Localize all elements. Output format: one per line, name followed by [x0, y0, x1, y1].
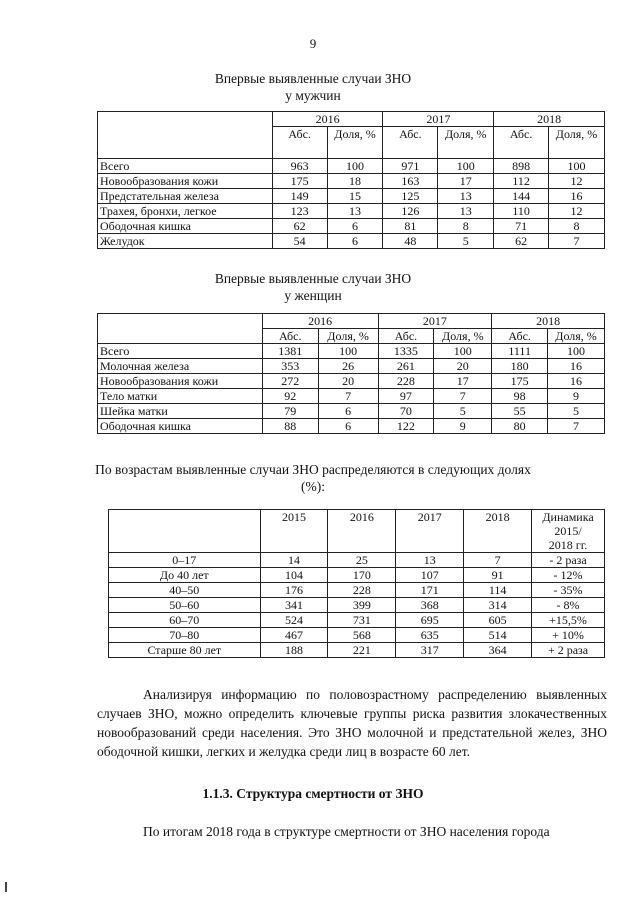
- row-label: 50–60: [109, 598, 261, 613]
- women-caption-line1: Впервые выявленные случаи ЗНО: [214, 271, 412, 286]
- year-header: 2015: [260, 510, 328, 553]
- table-row: [109, 628, 605, 643]
- table-cell: 228: [328, 583, 396, 598]
- table-cell: 126: [383, 204, 438, 219]
- table-cell: 341: [260, 598, 328, 613]
- row-label: 40–50: [109, 583, 261, 598]
- section-heading: 1.1.3. Структура смертности от ЗНО: [202, 786, 424, 801]
- dynamics-header-line: 2018 гг.: [548, 538, 588, 552]
- table-cell: 125: [383, 189, 438, 204]
- table-row: [98, 389, 605, 404]
- table-cell: 635: [396, 628, 464, 643]
- row-label: 0–17: [109, 553, 261, 568]
- table-cell: 12: [549, 174, 605, 189]
- table-row: [98, 219, 605, 234]
- table-row: [98, 419, 605, 434]
- table-cell: 9: [548, 389, 605, 404]
- table-cell: 55: [492, 404, 548, 419]
- table-cell: 54: [272, 234, 327, 249]
- table-cell: 100: [434, 344, 492, 359]
- table-cell: 18: [327, 174, 383, 189]
- women-caption-line2: у женщин: [284, 288, 342, 303]
- table-cell: 122: [378, 419, 434, 434]
- table-cell: 17: [438, 174, 494, 189]
- table-cell: + 2 раза: [532, 643, 605, 658]
- scan-artifact: [5, 882, 7, 892]
- table-cell: 9: [434, 419, 492, 434]
- table-cell: 107: [396, 568, 464, 583]
- row-label: До 40 лет: [109, 568, 261, 583]
- table-corner-cell: [98, 314, 263, 344]
- table-cell: 399: [328, 598, 396, 613]
- table-cell: 7: [549, 234, 605, 249]
- table-cell: 100: [549, 159, 605, 174]
- table-row: [98, 374, 605, 389]
- table-cell: 80: [492, 419, 548, 434]
- table-cell: 1335: [378, 344, 434, 359]
- table-row: [98, 174, 605, 189]
- table-cell: 16: [548, 374, 605, 389]
- table-cell: 12: [549, 204, 605, 219]
- abs-header: Абс.: [272, 127, 327, 159]
- row-label: Новообразования кожи: [98, 374, 263, 389]
- table-cell: 5: [548, 404, 605, 419]
- table-cell: 898: [494, 159, 549, 174]
- share-header: Доля, %: [434, 329, 492, 344]
- table-row: [109, 613, 605, 628]
- men-caption-line1: Впервые выявленные случаи ЗНО: [214, 71, 412, 86]
- table-cell: 6: [318, 419, 378, 434]
- table-row: [109, 598, 605, 613]
- table-cell: 13: [327, 204, 383, 219]
- table-cell: 100: [327, 159, 383, 174]
- table-cell: 15: [327, 189, 383, 204]
- table-cell: 114: [464, 583, 532, 598]
- table-cell: 228: [378, 374, 434, 389]
- table-cell: 16: [548, 359, 605, 374]
- table-cell: 79: [262, 404, 318, 419]
- table-cell: 1111: [492, 344, 548, 359]
- table-cell: 314: [464, 598, 532, 613]
- men-table-caption: [0, 70, 626, 104]
- table-cell: + 10%: [532, 628, 605, 643]
- table-cell: 71: [494, 219, 549, 234]
- table-cell: 62: [272, 219, 327, 234]
- table-cell: 176: [260, 583, 328, 598]
- year-header: 2018: [492, 314, 605, 329]
- table-cell: 8: [549, 219, 605, 234]
- year-header: 2016: [272, 112, 383, 127]
- table-cell: 92: [262, 389, 318, 404]
- table-cell: 7: [434, 389, 492, 404]
- table-cell: 971: [383, 159, 438, 174]
- men-cases-table: [97, 111, 605, 249]
- table-cell: 149: [272, 189, 327, 204]
- table-row: [98, 204, 605, 219]
- table-row: [98, 159, 605, 174]
- table-cell: 6: [327, 234, 383, 249]
- abs-header: Абс.: [383, 127, 438, 159]
- table-cell: 20: [434, 359, 492, 374]
- age-distribution-table: [108, 509, 605, 658]
- table-cell: 112: [494, 174, 549, 189]
- table-cell: 88: [262, 419, 318, 434]
- table-cell: 175: [272, 174, 327, 189]
- table-cell: 13: [396, 553, 464, 568]
- abs-header: Абс.: [494, 127, 549, 159]
- table-cell: 98: [492, 389, 548, 404]
- share-header: Доля, %: [318, 329, 378, 344]
- age-caption-line2: (%):: [301, 479, 325, 494]
- table-cell: 6: [318, 404, 378, 419]
- table-row: [98, 404, 605, 419]
- row-label: Трахея, бронхи, легкое: [98, 204, 273, 219]
- table-cell: 364: [464, 643, 532, 658]
- table-cell: 7: [464, 553, 532, 568]
- table-row: [98, 344, 605, 359]
- table-corner-cell: [98, 112, 273, 159]
- table-cell: - 8%: [532, 598, 605, 613]
- year-header: 2018: [464, 510, 532, 553]
- table-cell: 62: [494, 234, 549, 249]
- table-row: [98, 189, 605, 204]
- abs-header: Абс.: [492, 329, 548, 344]
- table-cell: +15,5%: [532, 613, 605, 628]
- abs-header: Абс.: [378, 329, 434, 344]
- table-cell: 97: [378, 389, 434, 404]
- table-cell: 144: [494, 189, 549, 204]
- row-label: Желудок: [98, 234, 273, 249]
- table-cell: 7: [318, 389, 378, 404]
- row-label: Молочная железа: [98, 359, 263, 374]
- analysis-paragraph: Анализируя информацию по половозрастному распределению выявленных случаев ЗНО, можно определить ключевые группы риска развития злокачественных новообразований среди населения. Это ЗНО молочной и предстательной желез, ЗНО ободочной кишки, легких и желудка среди лиц в возрасте 60 лет.: [97, 687, 607, 759]
- table-cell: 100: [438, 159, 494, 174]
- age-caption-line1: По возрастам выявленные случаи ЗНО распределяются в следующих долях: [95, 462, 531, 477]
- table-cell: 368: [396, 598, 464, 613]
- share-header: Доля, %: [327, 127, 383, 159]
- table-cell: 14: [260, 553, 328, 568]
- row-label: Всего: [98, 159, 273, 174]
- table-cell: 695: [396, 613, 464, 628]
- table-cell: 123: [272, 204, 327, 219]
- table-cell: 70: [378, 404, 434, 419]
- table-cell: 8: [438, 219, 494, 234]
- women-table-caption: [0, 270, 626, 304]
- table-cell: 1381: [262, 344, 318, 359]
- men-caption-line2: у мужчин: [285, 88, 341, 103]
- women-cases-table: [97, 313, 605, 434]
- closing-paragraph: По итогам 2018 года в структуре смертности от ЗНО населения города: [143, 824, 550, 839]
- table-row: [109, 553, 605, 568]
- row-label: Шейка матки: [98, 404, 263, 419]
- table-corner-cell: [109, 510, 261, 553]
- row-label: Новообразования кожи: [98, 174, 273, 189]
- table-cell: 20: [318, 374, 378, 389]
- table-cell: 963: [272, 159, 327, 174]
- share-header: Доля, %: [548, 329, 605, 344]
- table-cell: 13: [438, 189, 494, 204]
- table-cell: 100: [318, 344, 378, 359]
- table-cell: 188: [260, 643, 328, 658]
- table-cell: 17: [434, 374, 492, 389]
- year-header: 2017: [378, 314, 492, 329]
- year-header: 2017: [383, 112, 494, 127]
- row-label: 70–80: [109, 628, 261, 643]
- table-cell: 171: [396, 583, 464, 598]
- table-cell: 353: [262, 359, 318, 374]
- table-row: [109, 583, 605, 598]
- table-cell: 6: [327, 219, 383, 234]
- share-header: Доля, %: [438, 127, 494, 159]
- year-header: 2016: [262, 314, 378, 329]
- table-cell: 110: [494, 204, 549, 219]
- table-row: [98, 234, 605, 249]
- dynamics-header-line: 2015/: [554, 524, 582, 538]
- year-header: 2017: [396, 510, 464, 553]
- row-label: Ободочная кишка: [98, 419, 263, 434]
- table-cell: - 35%: [532, 583, 605, 598]
- row-label: Предстательная железа: [98, 189, 273, 204]
- table-cell: 104: [260, 568, 328, 583]
- table-cell: 48: [383, 234, 438, 249]
- table-cell: - 2 раза: [532, 553, 605, 568]
- table-cell: 261: [378, 359, 434, 374]
- table-cell: 514: [464, 628, 532, 643]
- table-cell: 731: [328, 613, 396, 628]
- table-cell: 605: [464, 613, 532, 628]
- page-number: 9: [309, 36, 317, 51]
- table-cell: 524: [260, 613, 328, 628]
- table-cell: 16: [549, 189, 605, 204]
- table-row: [98, 359, 605, 374]
- table-cell: 5: [438, 234, 494, 249]
- abs-header: Абс.: [262, 329, 318, 344]
- table-cell: 272: [262, 374, 318, 389]
- year-header: 2018: [494, 112, 605, 127]
- table-cell: 7: [548, 419, 605, 434]
- dynamics-header: [532, 510, 605, 553]
- table-cell: 81: [383, 219, 438, 234]
- year-header: 2016: [328, 510, 396, 553]
- dynamics-header-line: Динамика: [542, 510, 594, 524]
- table-cell: 26: [318, 359, 378, 374]
- table-cell: 317: [396, 643, 464, 658]
- table-cell: - 12%: [532, 568, 605, 583]
- row-label: Всего: [98, 344, 263, 359]
- table-cell: 221: [328, 643, 396, 658]
- row-label: Тело матки: [98, 389, 263, 404]
- row-label: 60–70: [109, 613, 261, 628]
- table-cell: 25: [328, 553, 396, 568]
- table-cell: 100: [548, 344, 605, 359]
- table-row: [109, 643, 605, 658]
- table-cell: 163: [383, 174, 438, 189]
- table-cell: 91: [464, 568, 532, 583]
- table-cell: 175: [492, 374, 548, 389]
- table-cell: 170: [328, 568, 396, 583]
- age-table-caption: [0, 461, 626, 495]
- row-label: Старше 80 лет: [109, 643, 261, 658]
- table-cell: 5: [434, 404, 492, 419]
- row-label: Ободочная кишка: [98, 219, 273, 234]
- table-row: [109, 568, 605, 583]
- table-cell: 180: [492, 359, 548, 374]
- table-cell: 568: [328, 628, 396, 643]
- table-cell: 13: [438, 204, 494, 219]
- share-header: Доля, %: [549, 127, 605, 159]
- table-cell: 467: [260, 628, 328, 643]
